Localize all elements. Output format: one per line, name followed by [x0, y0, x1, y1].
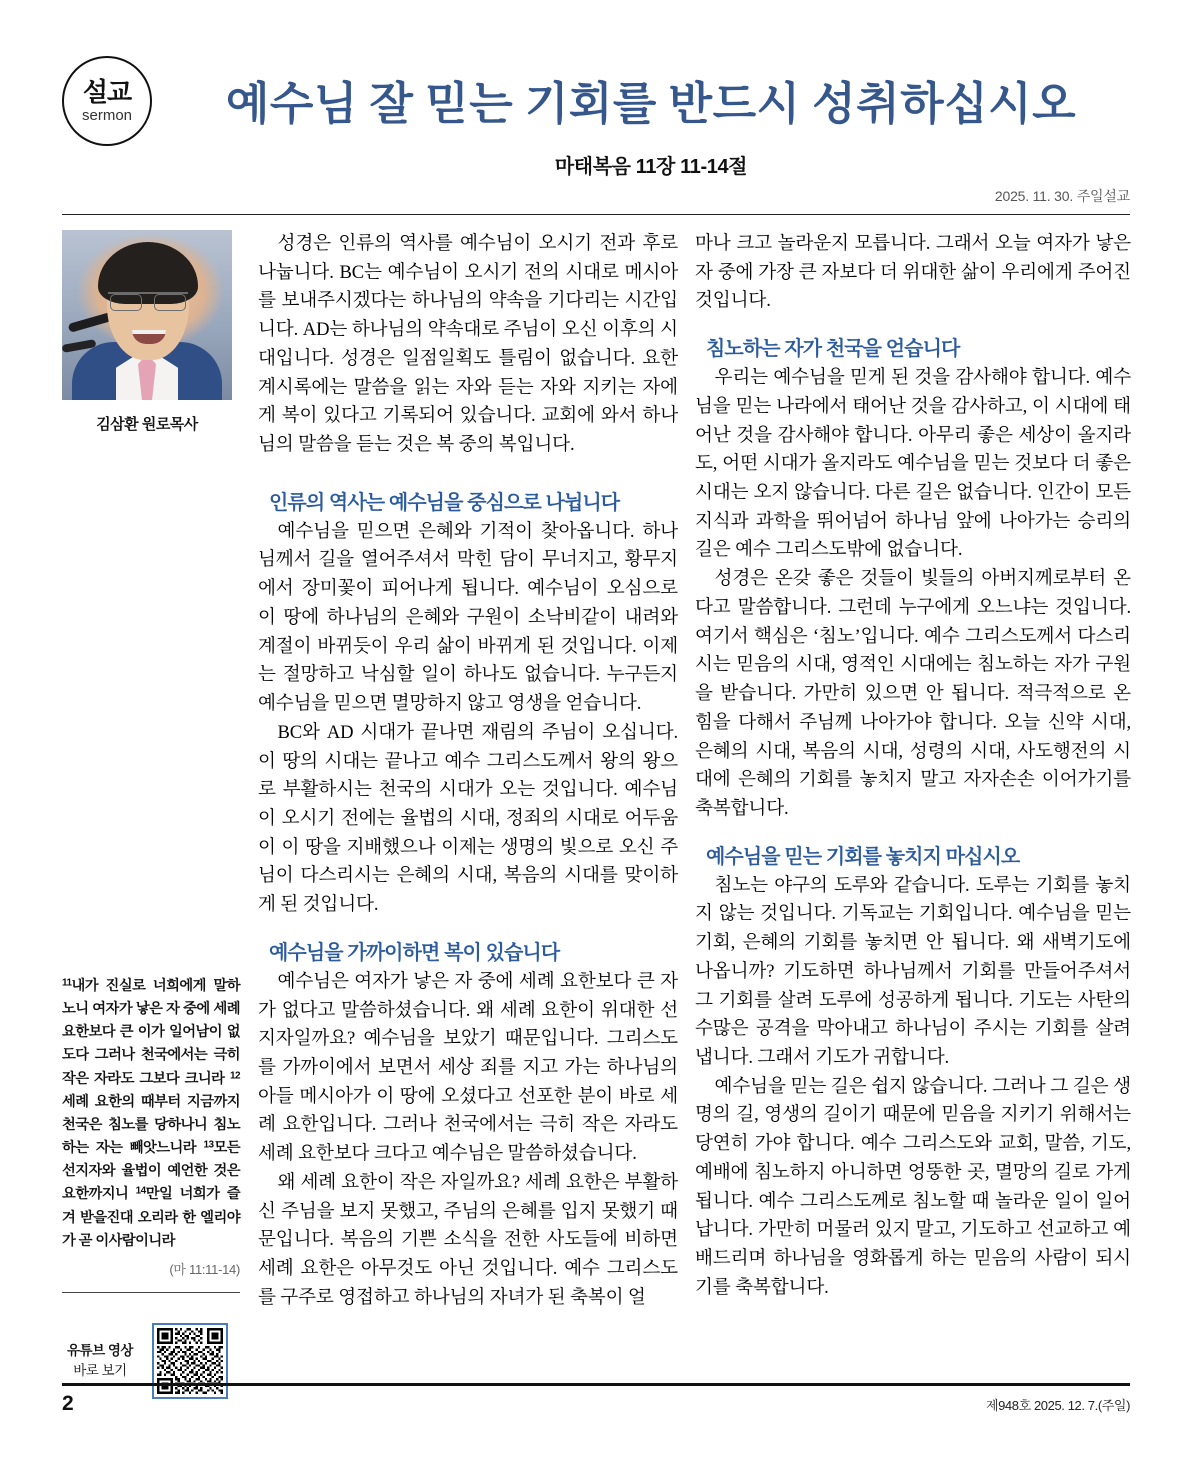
paragraph: 왜 세례 요한이 작은 자일까요? 세례 요한은 부활하신 주님을 보지 못했고, 주님의 은혜를 입지 못했기 때문입니다. 복음의 기쁜 소식을 전한 사도들에 비하면 세례 요한은 아무것도 아닌 것입니다. 예수 그리스도를 구주로 영접하고 하나님의 자녀가 된 축복이 얼 — [258, 1171, 678, 1308]
paragraph-continued: 마나 크고 놀라운지 모릅니다. 그래서 오늘 여자가 낳은 자 중에 가장 큰 자보다 더 위대한 삶이 우리에게 주어진 것입니다. — [695, 233, 1131, 312]
verse-mark-11: 11 — [62, 977, 72, 989]
scripture-subtitle: 마태복음 11장 11-14절 — [554, 156, 748, 179]
glasses-icon — [108, 292, 188, 310]
sermon-stamp-korean-label: 설교 — [82, 77, 132, 107]
issue-info: 제948호 2025. 12. 7.(주일) — [985, 1397, 1130, 1413]
paragraph: 우리는 예수님을 믿게 된 것을 감사해야 합니다. 예수님을 믿는 나라에서 태어난 것을 감사하고, 이 시대에 태어난 것을 감사해야 합니다. 아무리 좋은 세상이 올지라도, 어떤 시대가 올지라도 예수님을 믿는 것보다 더 좋은 시대는 오지 않습니다. 다른 길은 없습니다. 인간이 모든 지식과 과학을 뛰어넘어 하나님 앞에 나아가는 승리의 길은 예수 그리스도밖에 없습니다. — [695, 367, 1131, 561]
paragraph: 성경은 인류의 역사를 예수님이 오시기 전과 후로 나눕니다. BC는 예수님이 오시기 전의 시대로 메시아를 보내주시겠다는 하나님의 약속을 기다리는 시간입니다. AD는 하나님의 약속대로 주님이 오신 이후의 시대입니다. 성경은 일점일획도 틀림이 없습니다. 요한계시록에는 말씀을 읽는 자와 듣는 자와 지키는 자에게 복이 있다고 기록되어 있습니다. 교회에 와서 하나님의 말씀을 듣는 것은 복 중의 복입니다. — [258, 233, 678, 456]
left-rail — [62, 230, 240, 1378]
scripture-part-4: 만일 너희가 즐겨 받을진대 오리라 한 엘리야가 곧 이사람이니라 — [62, 1186, 240, 1249]
masthead — [62, 46, 1130, 212]
scripture-quote-box — [62, 975, 240, 1399]
article-column-2 — [695, 230, 1131, 1302]
article-column-1 — [258, 230, 678, 1312]
paragraph: BC와 AD 시대가 끝나면 재림의 주님이 오십니다. 이 땅의 시대는 끝나고 예수 그리스도께서 왕의 왕으로 부활하시는 천국의 시대가 오는 것입니다. 예수님이 오시기 전에는 율법의 시대, 정죄의 시대로 어두움이 이 땅을 지배했으나 이제는 생명의 빛으로 오신 주님이 다스리시는 은혜의 시대, 복음의 시대를 맞이하게 된 것입니다. — [258, 721, 678, 916]
youtube-label-line1: 유튜브 영상 — [67, 1343, 133, 1359]
paragraph: 예수님을 믿으면 은혜와 기적이 찾아옵니다. 하나님께서 길을 열어주셔서 막힌 담이 무너지고, 황무지에서 장미꽃이 피어나게 됩니다. 예수님이 오심으로 이 땅에 하나님의 은혜와 구원이 소낙비같이 내려와 계절이 바뀌듯이 우리 삶이 바뀌게 된 것입니다. 이제는 절망하고 낙심할 일이 하나도 없습니다. 누구든지 예수님을 믿으면 멸망하지 않고 영생을 얻습니다. — [258, 520, 678, 715]
footer-divider — [62, 1383, 1130, 1386]
page-number: 2 — [62, 1392, 74, 1415]
preacher-photo — [62, 230, 232, 400]
page-footer — [62, 1392, 1130, 1416]
section-heading: 침노하는 자가 천국을 얻습니다 — [706, 338, 960, 361]
scripture-reference: (마 11:11-14) — [169, 1261, 240, 1277]
verse-mark-13: 13 — [203, 1139, 214, 1151]
section-heading: 예수님을 가까이하면 복이 있습니다 — [269, 941, 560, 964]
rail-divider — [62, 1292, 240, 1293]
section-heading: 예수님을 믿는 기회를 놓치지 마십시오 — [706, 845, 1020, 868]
sermon-stamp-badge — [62, 56, 152, 146]
qr-code-icon[interactable] — [152, 1323, 228, 1399]
paragraph: 예수님은 여자가 낳은 자 중에 세례 요한보다 큰 자가 없다고 말씀하셨습니다. 왜 세례 요한이 위대한 선지자일까요? 예수님을 보았기 때문입니다. 그리스도를 가까이에서 보면서 세상 죄를 지고 가는 하나님의 아들 메시아가 이 땅에 오셨다고 선포한 분이 바로 세례 요한입니다. 그러나 천국에서는 극히 작은 자라도 세례 요한보다 크다고 예수님은 말씀하셨습니다. — [258, 970, 678, 1165]
sermon-dateline: 2025. 11. 30. 주일설교 — [994, 188, 1130, 204]
section-heading: 인류의 역사는 예수님을 중심으로 나뉩니다 — [269, 491, 620, 514]
paragraph: 예수님을 믿는 길은 쉽지 않습니다. 그러나 그 길은 생명의 길, 영생의 길이기 때문에 믿음을 지키기 위해서는 당연히 가야 합니다. 예수 그리스도와 교회, 말씀, 기도, 예배에 침노하지 아니하면 엉뚱한 곳, 멸망의 길로 가게 됩니다. 예수 그리스도께로 침노할 때 놀라운 일이 일어납니다. 가만히 머물러 있지 말고, 기도하고 선교하고 예배드리며 하나님을 영화롭게 하는 믿음의 사람이 되시기를 축복합니다. — [695, 1075, 1131, 1298]
scripture-part-1: 내가 진실로 너희에게 말하노니 여자가 낳은 자 중에 세례 요한보다 큰 이가 일어남이 없도다 그러나 천국에서는 극히 작은 자라도 그보다 크니라 — [62, 978, 240, 1087]
verse-mark-12: 12 — [229, 1070, 240, 1082]
verse-mark-14: 14 — [135, 1185, 146, 1197]
header-divider — [62, 214, 1130, 215]
photo-caption: 김삼환 원로목사 — [96, 416, 198, 433]
page-title: 예수님 잘 믿는 기회를 반드시 성취하십시오 — [225, 79, 1077, 129]
scripture-part-2: 세례 요한의 때부터 지금까지 천국은 침노를 당하나니 침노하는 자는 빼앗느니라 — [62, 1093, 240, 1157]
paragraph: 성경은 온갖 좋은 것들이 빛들의 아버지께로부터 온다고 말씀합니다. 그런데 누구에게 오느냐는 것입니다. 여기서 핵심은 ‘침노’입니다. 예수 그리스도께서 다스리시는 믿음의 시대, 영적인 시대에는 침노하는 자가 구원을 받습니다. 가만히 있으면 안 됩니다. 적극적으로 온 힘을 다해서 주님께 나아가야 합니다. 오늘 신약 시대, 은혜의 시대, 복음의 시대, 성령의 시대, 사도행전의 시대에 은혜의 기회를 놓치지 말고 자자손손 이어가기를 축복합니다. — [695, 568, 1131, 819]
youtube-label-line2: 바로 보기 — [73, 1362, 127, 1378]
title-block — [172, 46, 1130, 179]
paragraph: 침노는 야구의 도루와 같습니다. 도루는 기회를 놓치지 않는 것입니다. 기독교는 기회입니다. 예수님을 믿는 기회, 은혜의 기회를 놓치면 안 됩니다. 왜 새벽기도에 나옵니까? 기도하면 하나님께서 기회를 만들어주셔서 그 기회를 살려 도루에 성공하게 됩니다. 기도는 사탄의 수많은 공격을 막아내고 하나님이 주시는 기회를 살려냅니다. 그래서 기도가 귀합니다. — [695, 874, 1131, 1068]
scripture-quote-text — [62, 975, 240, 1253]
youtube-label — [62, 1341, 138, 1380]
sermon-stamp-english-label: sermon — [81, 107, 133, 124]
scripture-part-3: 모든 선지자와 율법이 예언한 것은 요한까지니 — [62, 1140, 240, 1203]
youtube-link-row[interactable] — [62, 1323, 240, 1399]
